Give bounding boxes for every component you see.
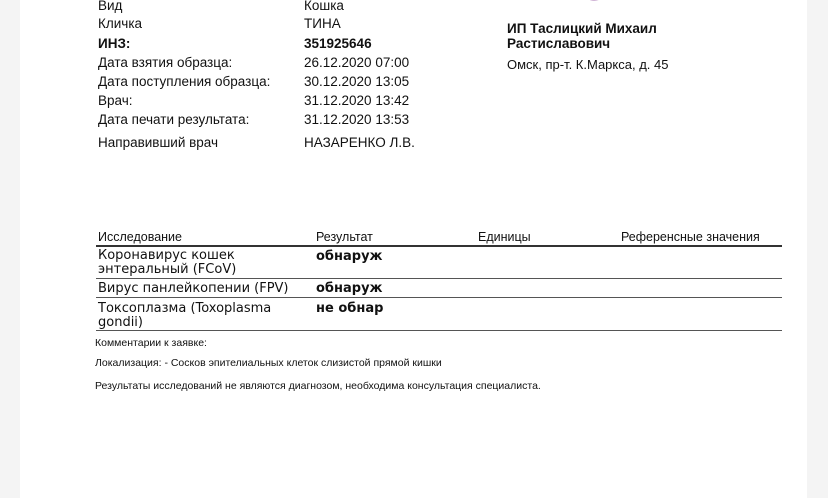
table-row-3-result: не обнар <box>316 301 384 316</box>
sample-taken-value: 26.12.2020 07:00 <box>304 55 410 70</box>
table-row-1-name-line1: Коронавирус кошек <box>98 248 235 263</box>
clinic-logo-icon <box>580 0 640 6</box>
table-header-divider <box>96 245 782 247</box>
print-date-value: 31.12.2020 13:53 <box>304 112 410 127</box>
col-header-units: Единицы <box>478 230 531 244</box>
table-row-divider <box>96 278 782 279</box>
table-row-1-result: обнаруж <box>316 249 383 264</box>
table-bottom-divider <box>96 330 782 331</box>
col-header-result: Результат <box>316 230 373 244</box>
species-label: Вид <box>98 0 123 13</box>
inz-label: ИНЗ: <box>98 36 131 51</box>
print-date-label: Дата печати результата: <box>98 112 250 127</box>
table-row-2-result: обнаруж <box>316 281 383 296</box>
pet-name-label: Кличка <box>98 16 143 31</box>
doctor-label: Врач: <box>98 93 133 108</box>
species-value: Кошка <box>304 0 344 13</box>
referring-doctor-value: НАЗАРЕНКО Л.В. <box>304 135 415 150</box>
table-row-2-name: Вирус панлейкопении (FPV) <box>98 281 289 296</box>
inz-value: 351925646 <box>304 36 372 51</box>
col-header-reference: Референсные значения <box>621 230 760 244</box>
clinic-name-line1: ИП Таслицкий Михаил <box>507 21 657 36</box>
table-row-divider <box>96 297 782 298</box>
referring-doctor-label: Направивший врач <box>98 135 219 150</box>
lab-report-sheet <box>20 0 807 498</box>
table-row-3-name-line1: Токсоплазма (Toxoplasma <box>98 301 272 316</box>
localization-note: Локализация: - Сосков эпителиальных клеток слизистой прямой кишки <box>95 357 442 369</box>
sample-received-label: Дата поступления образца: <box>98 74 271 89</box>
doctor-value: 31.12.2020 13:42 <box>304 93 410 108</box>
disclaimer-note: Результаты исследований не являются диагнозом, необходима консультация специалиста. <box>95 380 541 392</box>
pet-name-value: ТИНА <box>304 16 341 31</box>
table-row-1-name-line2: энтеральный (FCoV) <box>98 262 237 277</box>
sample-taken-label: Дата взятия образца: <box>98 55 233 70</box>
clinic-address: Омск, пр-т. К.Маркса, д. 45 <box>507 57 669 72</box>
comments-label: Комментарии к заявке: <box>95 337 207 349</box>
clinic-name-line2: Растиславович <box>507 36 611 51</box>
col-header-test: Исследование <box>98 230 182 244</box>
table-row-3-name-line2: gondii) <box>98 315 143 330</box>
sample-received-value: 30.12.2020 13:05 <box>304 74 410 89</box>
